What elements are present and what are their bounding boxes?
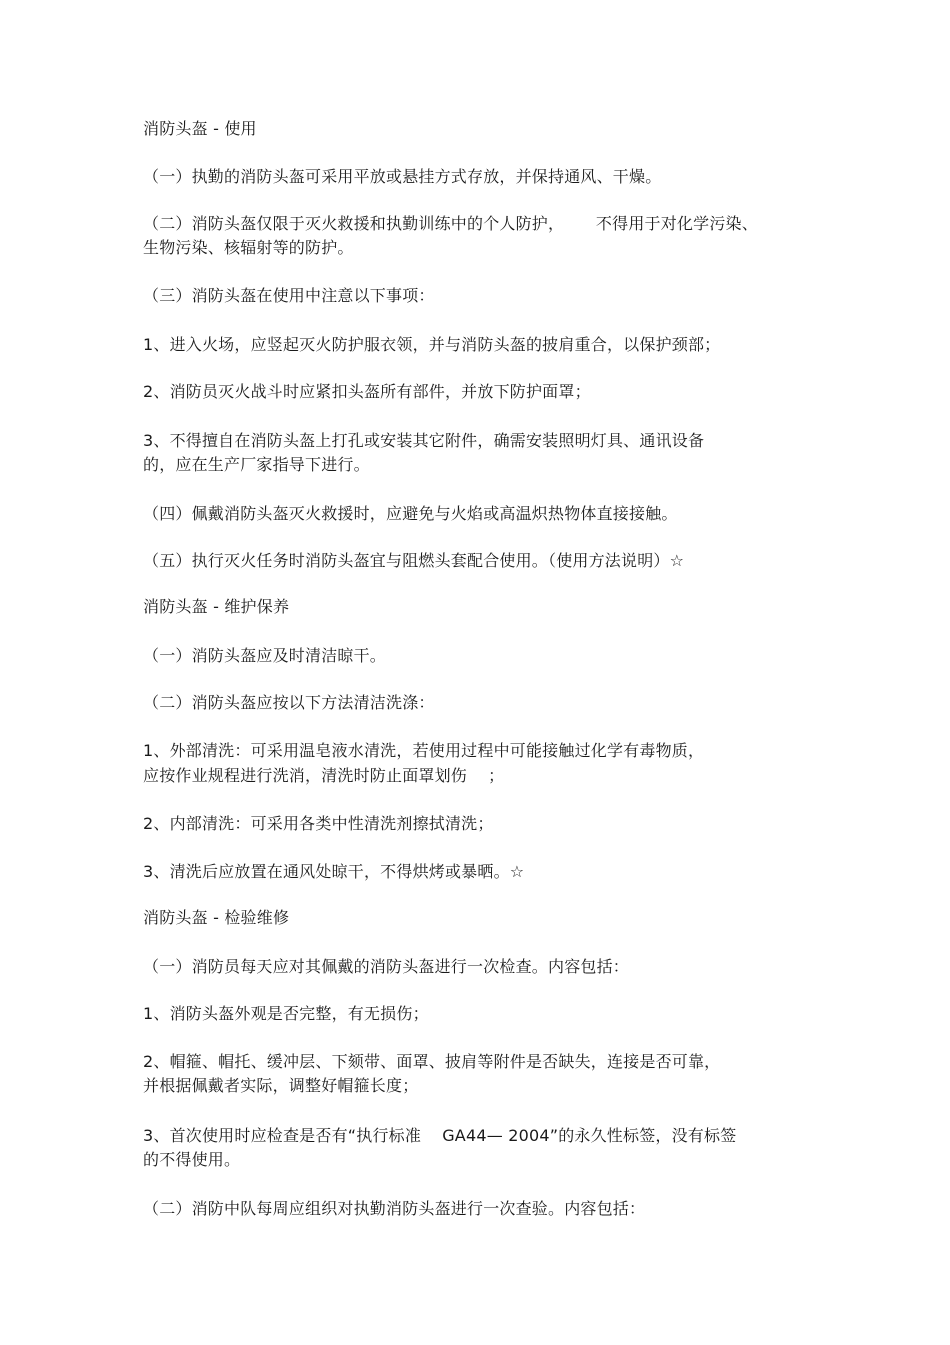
paragraph-line: 2、帽箍、帽托、缓冲层、下颏带、面罩、披肩等附件是否缺失，连接是否可靠， [143, 1052, 721, 1071]
paragraph-line: （三）消防头盔在使用中注意以下事项： [143, 286, 435, 305]
section-heading-inspection: 消防头盔 - 检验维修 [143, 908, 290, 927]
paragraph-line: 2、内部清洗：可采用各类中性清洗剂擦拭清洗； [143, 814, 494, 833]
paragraph-line: 生物污染、核辐射等的防护。 [143, 238, 354, 257]
paragraph-line: （一）消防员每天应对其佩戴的消防头盔进行一次检查。内容包括： [143, 957, 630, 976]
paragraph-line: （二）消防头盔应按以下方法清洁洗涤： [143, 693, 435, 712]
paragraph-line: 1、外部清洗：可采用温皂液水清洗，若使用过程中可能接触过化学有毒物质， [143, 741, 705, 760]
paragraph-line: （二）消防头盔仅限于灭火救援和执勤训练中的个人防护， 不得用于对化学污染、 [143, 214, 758, 233]
paragraph-line: （一）执勤的消防头盔可采用平放或悬挂方式存放，并保持通风、干燥。 [143, 167, 662, 186]
section-heading-use: 消防头盔 - 使用 [143, 119, 257, 138]
paragraph-line: 并根据佩戴者实际，调整好帽箍长度； [143, 1076, 419, 1095]
paragraph-line: （五）执行灭火任务时消防头盔宜与阻燃头套配合使用。（使用方法说明）☆ [143, 551, 685, 570]
paragraph-line: 3、首次使用时应检查是否有“执行标准 GA44— 2004”的永久性标签，没有标签 [143, 1126, 737, 1145]
paragraph-line: 的，应在生产厂家指导下进行。 [143, 455, 370, 474]
paragraph-line: 1、进入火场，应竖起灭火防护服衣领，并与消防头盔的披肩重合，以保护颈部； [143, 335, 721, 354]
paragraph-line: （一）消防头盔应及时清洁晾干。 [143, 646, 387, 665]
section-heading-maintenance: 消防头盔 - 维护保养 [143, 597, 290, 616]
paragraph-line: （二）消防中队每周应组织对执勤消防头盔进行一次查验。内容包括： [143, 1199, 646, 1218]
paragraph-line: 应按作业规程进行洗消，清洗时防止面罩划伤 ； [143, 766, 505, 785]
paragraph-line: 2、消防员灭火战斗时应紧扣头盔所有部件，并放下防护面罩； [143, 382, 591, 401]
paragraph-line: （四）佩戴消防头盔灭火救援时，应避免与火焰或高温炽热物体直接接触。 [143, 504, 678, 523]
paragraph-line: 3、清洗后应放置在通风处晾干，不得烘烤或暴晒。☆ [143, 862, 525, 881]
paragraph-line: 的不得使用。 [143, 1150, 241, 1169]
paragraph-line: 3、不得擅自在消防头盔上打孔或安装其它附件，确需安装照明灯具、通讯设备 [143, 431, 705, 450]
paragraph-line: 1、消防头盔外观是否完整，有无损伤； [143, 1004, 429, 1023]
